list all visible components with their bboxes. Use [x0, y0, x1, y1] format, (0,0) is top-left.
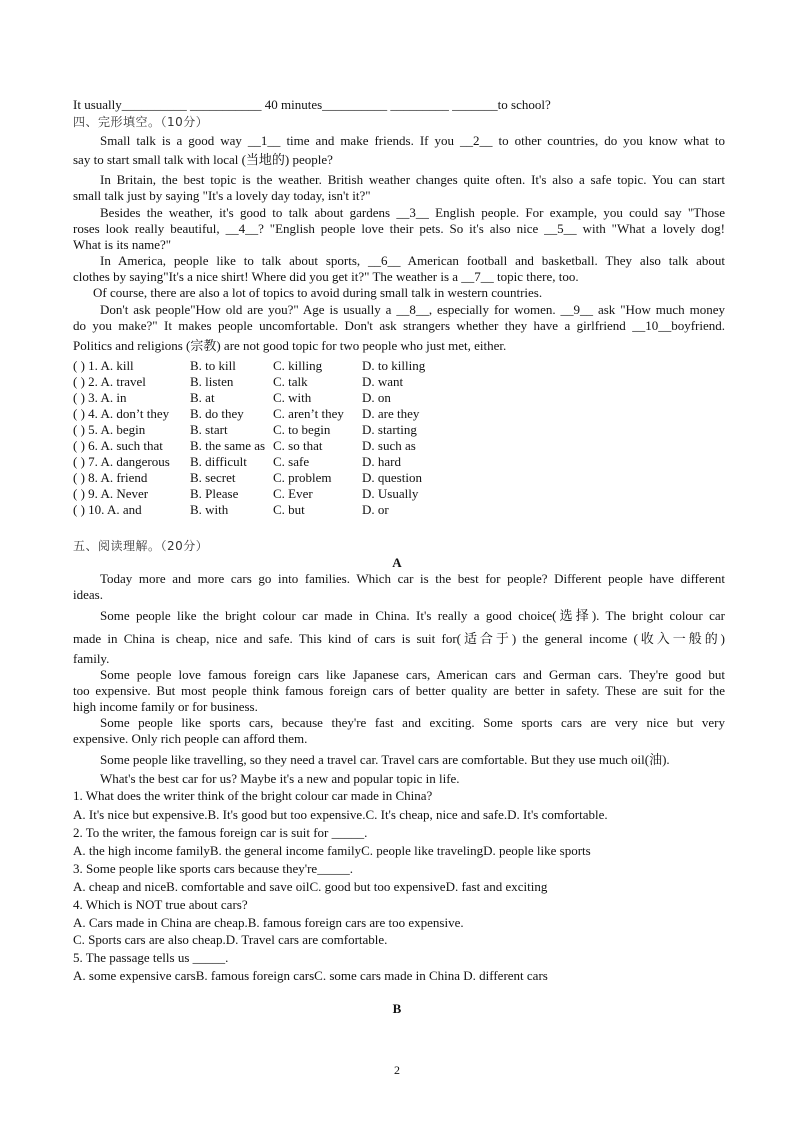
passage-line: Some people like the bright colour car made in China. It's really a good choice(选择). The bright colour car: [100, 608, 725, 623]
question-choices: A. the high income familyB. the general income familyC. people like travelingD. people like sports: [73, 843, 591, 858]
option-b: B. difficult: [190, 454, 247, 469]
page-number: 2: [394, 1063, 400, 1077]
question-choices: A. Cars made in China are cheap.B. famous foreign cars are too expensive.: [73, 915, 464, 930]
option-question: ( ) 4. A. don’t they: [73, 406, 170, 421]
passage-line: high income family or for business.: [73, 699, 258, 714]
option-d: D. such as: [362, 438, 416, 453]
option-d: D. want: [362, 374, 404, 389]
option-d: D. Usually: [362, 486, 419, 501]
section-heading-reading: 五、阅读理解。（20分）: [73, 539, 209, 553]
option-c: C. aren’t they: [273, 406, 344, 421]
question-text: 3. Some people like sports cars because they're_____.: [73, 861, 353, 876]
passage-line: Today more and more cars go into families. Which car is the best for people? Different people have different: [100, 571, 725, 586]
option-d: D. on: [362, 390, 391, 405]
cloze-line: Besides the weather, it's good to talk about gardens __3__ English people. For example, you could say "Those: [100, 205, 725, 220]
question-choices: A. some expensive carsB. famous foreign carsC. some cars made in China D. different cars: [73, 968, 548, 983]
question-choices: C. Sports cars are also cheap.D. Travel cars are comfortable.: [73, 932, 388, 947]
option-question: ( ) 2. A. travel: [73, 374, 146, 389]
option-c: C. to begin: [273, 422, 331, 437]
option-c: C. killing: [273, 358, 323, 373]
option-b: B. do they: [190, 406, 244, 421]
passage-line: family.: [73, 651, 110, 666]
passage-b-title: B: [392, 1001, 402, 1016]
cloze-line: Don't ask people"How old are you?" Age is usually a __8__, especially for women. __9__ ask "How much money: [100, 302, 725, 317]
passage-line: expensive. Only rich people can afford them.: [73, 731, 308, 746]
option-d: D. to killing: [362, 358, 426, 373]
question-choices: A. cheap and niceB. comfortable and save oilC. good but too expensiveD. fast and exciting: [73, 879, 548, 894]
section-heading-cloze: 四、完形填空。（10分）: [73, 115, 209, 129]
question-choices: A. It's nice but expensive.B. It's good but too expensive.C. It's cheap, nice and safe.D. It's comfortable.: [73, 807, 608, 822]
cloze-line: What is its name?": [73, 237, 172, 252]
option-d: D. starting: [362, 422, 417, 437]
option-b: B. listen: [190, 374, 234, 389]
option-d: D. question: [362, 470, 422, 485]
option-question: ( ) 9. A. Never: [73, 486, 149, 501]
cloze-line: do you make?" It makes people uncomfortable. Don't ask strangers whether they have a girlfriend __10__boyfriend.: [73, 318, 725, 333]
option-b: B. with: [190, 502, 229, 517]
cloze-line: small talk just by saying "It's a lovely day today, isn't it?": [73, 188, 371, 203]
option-question: ( ) 8. A. friend: [73, 470, 148, 485]
passage-line: made in China is cheap, nice and safe. This kind of cars is suit for(适合于) the general income (收入一般的): [73, 631, 725, 646]
passage-line: Some people like travelling, so they need a travel car. Travel cars are comfortable. But they use much oil(油).: [100, 752, 670, 767]
option-c: C. problem: [273, 470, 332, 485]
option-c: C. talk: [273, 374, 308, 389]
cloze-line: clothes by saying"It's a nice shirt! Where did you get it?" The weather is a __7__ topic there, too.: [73, 269, 579, 284]
cloze-line: Politics and religions (宗教) are not good topic for two people who just met, either.: [73, 338, 507, 353]
cloze-line: In Britain, the best topic is the weather. British weather changes quite often. It's also a safe topic. You can start: [100, 172, 725, 187]
question-text: 2. To the writer, the famous foreign car is suit for _____.: [73, 825, 368, 840]
option-c: C. but: [273, 502, 305, 517]
option-c: C. so that: [273, 438, 323, 453]
cloze-line: In America, people like to talk about sports, __6__ American football and basketball. They also talk about: [100, 253, 725, 268]
passage-line: Some people love famous foreign cars like Japanese cars, American cars and German cars. They're good but: [100, 667, 725, 682]
option-question: ( ) 3. A. in: [73, 390, 127, 405]
option-question: ( ) 7. A. dangerous: [73, 454, 170, 469]
passage-a-title: A: [392, 555, 402, 570]
option-d: D. hard: [362, 454, 401, 469]
cloze-line: say to start small talk with local (当地的) people?: [73, 152, 333, 167]
option-d: D. or: [362, 502, 389, 517]
option-b: B. the same as: [190, 438, 266, 453]
option-c: C. safe: [273, 454, 310, 469]
answer-line: It usually__________ ___________ 40 minutes__________ _________ _______to school?: [73, 97, 551, 112]
option-b: B. secret: [190, 470, 236, 485]
option-c: C. with: [273, 390, 312, 405]
option-question: ( ) 10. A. and: [73, 502, 142, 517]
option-d: D. are they: [362, 406, 420, 421]
option-question: ( ) 6. A. such that: [73, 438, 163, 453]
option-b: B. Please: [190, 486, 239, 501]
passage-line: Some people like sports cars, because they're fast and exciting. Some sports cars are very nice but very: [100, 715, 725, 730]
option-c: C. Ever: [273, 486, 313, 501]
cloze-line: roses look really beautiful, __4__? "English people love their pets. So it's also nice __5__ with "What a lovely dog!: [73, 221, 725, 236]
cloze-line: Small talk is a good way __1__ time and make friends. If you __2__ to other countries, do you know what to: [100, 133, 725, 148]
passage-line: too expensive. But most people think famous foreign cars of better quality are better in safety. These are suit for the: [73, 683, 725, 698]
option-b: B. at: [190, 390, 215, 405]
question-text: 5. The passage tells us _____.: [73, 950, 229, 965]
option-question: ( ) 5. A. begin: [73, 422, 146, 437]
option-b: B. start: [190, 422, 228, 437]
question-text: 1. What does the writer think of the bright colour car made in China?: [73, 788, 433, 803]
passage-line: ideas.: [73, 587, 103, 602]
option-question: ( ) 1. A. kill: [73, 358, 134, 373]
cloze-line: Of course, there are also a lot of topics to avoid during small talk in western countries.: [93, 285, 543, 300]
passage-line: What's the best car for us? Maybe it's a new and popular topic in life.: [100, 771, 460, 786]
option-b: B. to kill: [190, 358, 236, 373]
question-text: 4. Which is NOT true about cars?: [73, 897, 248, 912]
